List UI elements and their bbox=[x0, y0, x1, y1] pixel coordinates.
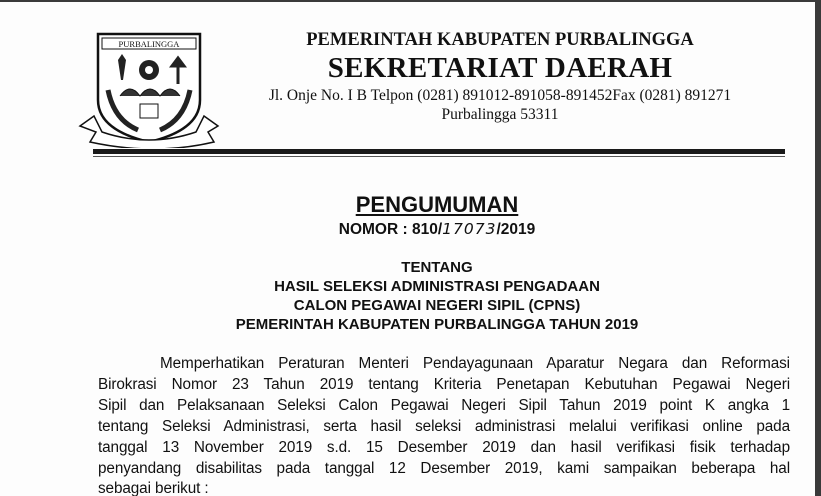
address: Jl. Onje No. I B Telpon (0281) 891012-891058-891452Fax (0281) 891271 bbox=[268, 87, 732, 104]
letterhead-divider-thick bbox=[93, 149, 785, 154]
subject-line: PEMERINTAH KABUPATEN PURBALINGGA TAHUN 2019 bbox=[235, 316, 639, 333]
subject-line: HASIL SELEKSI ADMINISTRASI PENGADAAN bbox=[274, 278, 600, 295]
body-text-line: penyandang disabilitas pada tanggal 12 Desember 2019, kami sampaikan beberapa hal bbox=[98, 460, 790, 477]
letterhead-divider-thin bbox=[93, 156, 785, 157]
subject-line: CALON PEGAWAI NEGERI SIPIL (CPNS) bbox=[293, 297, 581, 314]
body-text-line: sebagai berikut : bbox=[98, 480, 209, 496]
body-text-line: Birokrasi Nomor 23 Tahun 2019 tentang Kriteria Penetapan Kebutuhan Pegawai Negeri bbox=[98, 376, 790, 393]
document-page bbox=[0, 2, 815, 496]
about-label: TENTANG bbox=[401, 259, 473, 276]
handwritten-number: 17073 bbox=[442, 220, 497, 238]
office-name: SEKRETARIAT DAERAH bbox=[327, 52, 673, 84]
body-text-line: tanggal 13 November 2019 s.d. 15 Desember 2019 dan hasil verifikasi fisik terhadap bbox=[98, 439, 790, 456]
body-text-line: tentang Seleksi Administrasi, serta hasil seleksi administrasi melalui verifikasi online pada bbox=[98, 418, 790, 435]
announcement-title: PENGUMUMAN bbox=[355, 192, 519, 217]
number-suffix: /2019 bbox=[496, 221, 536, 238]
body-text-line: Memperhatikan Peraturan Menteri Pendayagunaan Aparatur Negara dan Reformasi bbox=[160, 355, 790, 372]
svg-text:PURBALINGGA: PURBALINGGA bbox=[118, 39, 180, 49]
body-text-line: Sipil dan Pelaksanaan Seleksi Calon Pegawai Negeri Sipil Tahun 2019 point K angka 1 bbox=[98, 397, 790, 414]
city-postal: Purbalingga 53311 bbox=[441, 106, 559, 123]
number-prefix: NOMOR : 810/ bbox=[338, 221, 443, 238]
announcement-number bbox=[237, 220, 637, 239]
purbalingga-coat-of-arms-logo bbox=[78, 30, 220, 148]
government-name: PEMERINTAH KABUPATEN PURBALINGGA bbox=[306, 30, 694, 50]
